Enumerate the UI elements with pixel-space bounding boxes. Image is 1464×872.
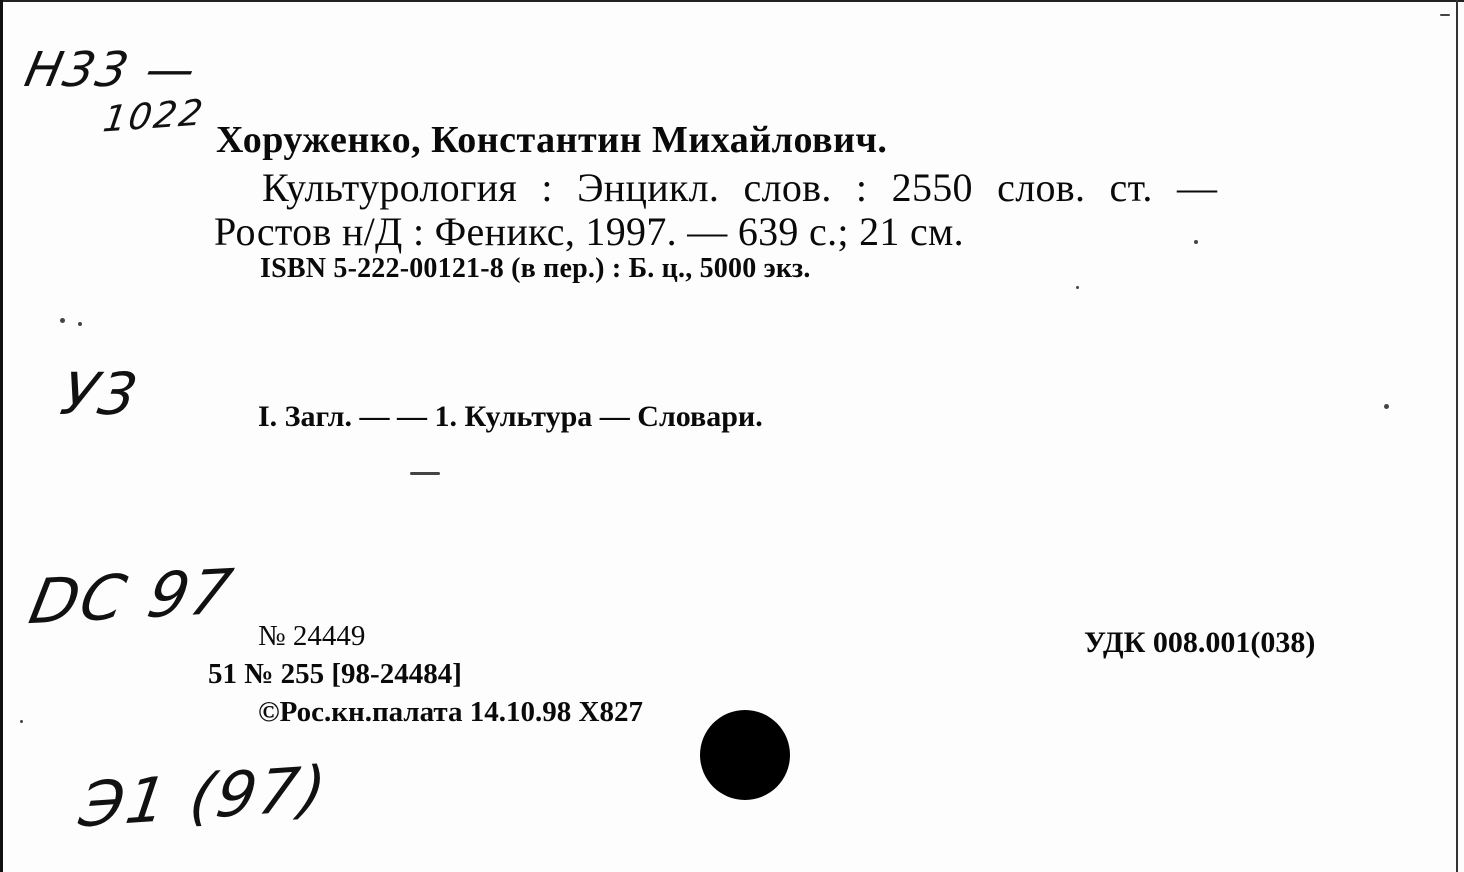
noise-speck (410, 472, 440, 475)
udk-code: УДК 008.001(038) (1084, 626, 1316, 659)
handwritten-u3: У3 (56, 360, 145, 428)
noise-speck (1076, 286, 1079, 289)
isbn-line: ISBN 5-222-00121-8 (в пер.) : Б. ц., 5000 экз. (260, 253, 811, 284)
noise-speck (1194, 240, 1198, 244)
handwritten-shelf-number: 1022 (100, 92, 208, 141)
copyright-line: ©Рос.кн.палата 14.10.98 Х827 (258, 696, 643, 728)
noise-speck (20, 720, 23, 723)
noise-speck (1440, 14, 1450, 16)
noise-speck (60, 318, 65, 323)
author-heading: Хоруженко, Константин Михайлович. (216, 119, 888, 161)
card-left-edge (0, 0, 3, 872)
record-number: № 24449 (258, 620, 366, 652)
card-top-edge (0, 0, 1464, 2)
card-right-edge (1456, 0, 1458, 872)
handwritten-shelf-mark: Н33 — (20, 42, 203, 98)
punch-hole (700, 710, 790, 800)
noise-speck (78, 322, 82, 326)
subject-headings: I. Загл. — — 1. Культура — Словари. (258, 400, 763, 433)
title-line-1: Культурология : Энцикл. слов. : 2550 слов. ст. — (262, 165, 1218, 210)
registry-number: 51 № 255 [98-24484] (208, 658, 462, 690)
title-line-2: Ростов н/Д : Феникс, 1997. — 639 с.; 21 см. (214, 209, 964, 254)
handwritten-dc: DC 97 (23, 554, 240, 639)
noise-speck (1384, 404, 1389, 409)
handwritten-ei: Э1 (97) (75, 751, 333, 842)
